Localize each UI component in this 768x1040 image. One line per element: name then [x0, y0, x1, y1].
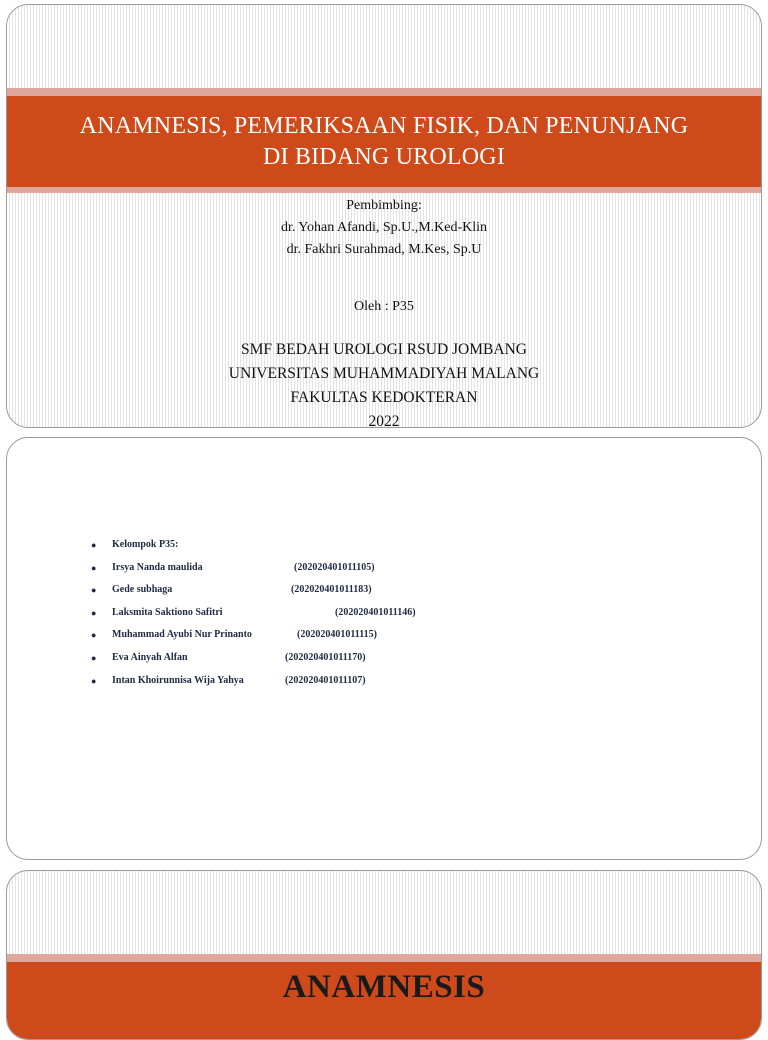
- institution-3: FAKULTAS KEDOKTERAN: [290, 389, 478, 406]
- member-name: Intan Khoirunnisa Wija Yahya: [112, 674, 244, 686]
- section-title: ANAMNESIS: [282, 969, 486, 1005]
- member-name: Laksmita Saktiono Safitri: [112, 606, 223, 618]
- institution-block: [7, 338, 761, 428]
- list-item: [91, 647, 366, 670]
- list-item: [91, 602, 416, 625]
- title-band: [7, 96, 761, 187]
- member-name: Irsya Nanda maulida: [112, 561, 203, 573]
- supervisor-1: dr. Yohan Afandi, Sp.U.,M.Ked-Klin: [280, 220, 488, 235]
- section-slide[interactable]: [6, 870, 762, 1040]
- list-heading-item: [91, 534, 252, 557]
- title-slide[interactable]: [6, 4, 762, 428]
- title-line-1: ANAMNESIS, PEMERIKSAAN FISIK, DAN PENUNJANG: [79, 112, 689, 139]
- bullet-icon: ●: [91, 652, 97, 663]
- band-top-accent: [7, 88, 761, 96]
- member-nim: (202020401011146): [335, 606, 416, 618]
- member-nim: (202020401011107): [285, 674, 366, 686]
- band-top-accent: [7, 954, 761, 962]
- group-slide[interactable]: [6, 437, 762, 860]
- bullet-icon: ●: [91, 562, 97, 573]
- bullet-icon: ●: [91, 540, 97, 550]
- year: 2022: [368, 413, 400, 428]
- list-item: [91, 624, 378, 647]
- supervisor-block: [7, 195, 761, 261]
- slide-title: [60, 111, 709, 173]
- group-heading: Kelompok P35:: [112, 539, 179, 550]
- author-line: [7, 296, 761, 318]
- member-nim: (202020401011115): [297, 629, 378, 641]
- member-name: Gede subhaga: [112, 584, 173, 596]
- supervisor-label: Pembimbing:: [346, 198, 422, 213]
- member-nim: (202020401011170): [285, 651, 366, 663]
- member-nim: (202020401011183): [291, 584, 372, 596]
- bullet-icon: ●: [91, 585, 97, 596]
- list-item: [91, 579, 372, 602]
- member-nim: (202020401011105): [294, 561, 375, 573]
- member-name: Eva Ainyah Alfan: [112, 651, 188, 663]
- list-item: [91, 557, 375, 580]
- title-line-2: DI BIDANG UROLOGI: [262, 143, 506, 170]
- section-band: [7, 962, 761, 1040]
- bullet-icon: ●: [91, 675, 97, 686]
- supervisor-2: dr. Fakhri Surahmad, M.Kes, Sp.U: [286, 242, 482, 257]
- bullet-icon: ●: [91, 630, 97, 641]
- institution-1: SMF BEDAH UROLOGI RSUD JOMBANG: [241, 341, 527, 358]
- institution-2: UNIVERSITAS MUHAMMADIYAH MALANG: [228, 365, 540, 382]
- bullet-icon: ●: [91, 607, 97, 618]
- member-list: [91, 534, 416, 692]
- author-text: Oleh : P35: [354, 299, 414, 314]
- member-name: Muhammad Ayubi Nur Prinanto: [112, 629, 252, 641]
- list-item: [91, 670, 366, 693]
- band-bottom-accent: [7, 187, 761, 193]
